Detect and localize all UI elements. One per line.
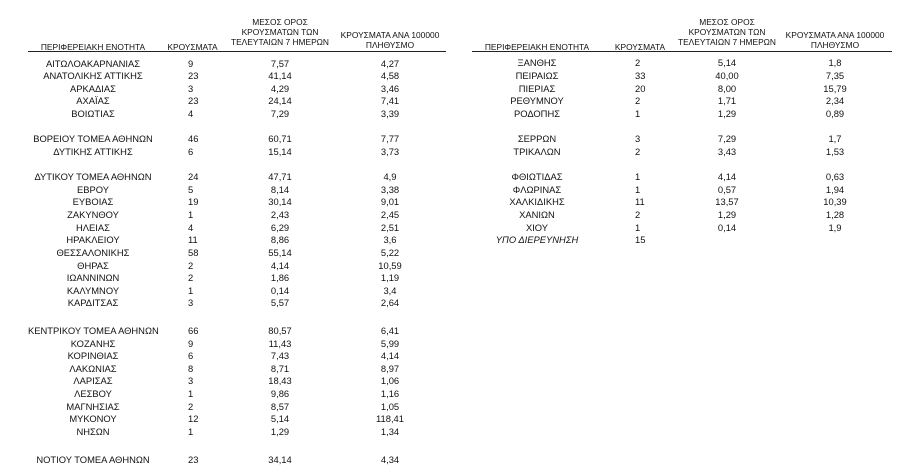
avg7-cell: 7,57: [270, 58, 290, 69]
avg7-cell: 9,86: [270, 388, 290, 399]
avg7-cell: 6,29: [270, 222, 290, 233]
avg7-cell: 4,29: [270, 83, 290, 94]
region-cell: ΑΙΤΩΛΟΑΚΑΡΝΑΝΙΑΣ: [45, 58, 141, 69]
per100k-cell: 3,39: [380, 108, 400, 119]
avg7-cell: 7,29: [270, 108, 290, 119]
region-cell: ΞΑΝΘΗΣ: [517, 57, 557, 68]
region-cell: ΕΥΒΟΙΑΣ: [72, 196, 114, 207]
per100k-cell: 4,9: [383, 171, 397, 182]
avg7-cell: 8,57: [270, 401, 290, 412]
per100k-cell: 0,89: [825, 108, 845, 119]
avg7-cell: 8,00: [717, 83, 737, 94]
avg7-cell: 4,14: [717, 171, 737, 182]
avg7-cell: 60,71: [268, 133, 292, 144]
avg7-cell: 41,14: [268, 70, 292, 81]
region-cell: ΝΟΤΙΟΥ ΤΟΜΕΑ ΑΘΗΝΩΝ: [36, 454, 150, 465]
avg7-cell: 0,14: [717, 222, 737, 233]
region-cell: ΒΟΙΩΤΙΑΣ: [71, 108, 115, 119]
cases-cell: 2: [188, 401, 194, 412]
per100k-cell: 1,06: [380, 375, 400, 386]
avg7-cell: 34,14: [268, 454, 292, 465]
avg7-cell: 1,86: [270, 272, 290, 283]
per100k-cell: 1,16: [380, 388, 400, 399]
per100k-cell: 2,64: [380, 297, 400, 308]
cases-cell: 2: [635, 146, 641, 157]
cases-cell: 3: [188, 83, 194, 94]
per100k-cell: 1,19: [380, 272, 400, 283]
avg7-cell: 8,71: [270, 363, 290, 374]
avg7-cell: 8,86: [270, 234, 290, 245]
right-header-avg: [672, 17, 782, 47]
cases-cell: 20: [635, 83, 646, 94]
per100k-cell: 9,01: [380, 196, 400, 207]
per100k-cell: 5,99: [380, 338, 400, 349]
per100k-cell: 1,28: [825, 209, 845, 220]
cases-cell: 6: [188, 350, 194, 361]
avg7-cell: 24,14: [268, 95, 292, 106]
cases-cell: 2: [188, 260, 194, 271]
region-cell: ΚΟΡΙΝΘΙΑΣ: [67, 350, 119, 361]
region-cell: ΜΥΚΟΝΟΥ: [69, 413, 117, 424]
right-header-region: ΠΕΡΙΦΕΡΕΙΑΚΗ ΕΝΟΤΗΤΑ: [484, 42, 590, 52]
per100k-cell: 2,45: [380, 209, 400, 220]
avg7-cell: 30,14: [268, 196, 292, 207]
cases-cell: 2: [635, 209, 641, 220]
cases-cell: 11: [635, 196, 645, 207]
region-cell: ΡΕΘΥΜΝΟΥ: [510, 95, 564, 106]
left-header-cases: ΚΡΟΥΣΜΑΤΑ: [167, 42, 218, 52]
per100k-cell: 3,6: [383, 234, 397, 245]
left-header-rule: [28, 51, 446, 52]
cases-cell: 23: [188, 70, 199, 81]
region-cell: ΑΧΑΪΑΣ: [76, 95, 110, 106]
left-header-avg-line3: ΤΕΛΕΥΤΑΙΩΝ 7 ΗΜΕΡΩΝ: [230, 37, 329, 47]
per100k-cell: 0,63: [825, 171, 845, 182]
right-header-per100k-line1: ΚΡΟΥΣΜΑΤΑ ΑΝΑ 100000: [785, 30, 885, 40]
region-cell: ΠΕΙΡΑΙΩΣ: [515, 70, 559, 81]
right-header-avg-line2: ΚΡΟΥΣΜΑΤΩΝ ΤΩΝ: [688, 27, 766, 37]
per100k-cell: 7,41: [380, 95, 400, 106]
region-cell: ΚΑΡΔΙΤΣΑΣ: [67, 297, 119, 308]
cases-cell: 46: [188, 133, 199, 144]
region-cell: ΜΑΓΝΗΣΙΑΣ: [66, 401, 120, 412]
region-cell: ΛΑΡΙΣΑΣ: [73, 375, 113, 386]
cases-cell: 3: [188, 297, 194, 308]
left-header-avg: [225, 17, 335, 47]
cases-cell: 2: [635, 57, 641, 68]
per100k-cell: 1,34: [380, 426, 400, 437]
per100k-cell: 4,58: [380, 70, 400, 81]
avg7-cell: 1,29: [717, 108, 737, 119]
region-cell: ΤΡΙΚΑΛΩΝ: [513, 146, 561, 157]
region-cell: ΔΥΤΙΚΟΥ ΤΟΜΕΑ ΑΘΗΝΩΝ: [34, 171, 152, 182]
avg7-cell: 55,14: [268, 247, 292, 258]
avg7-cell: 7,43: [270, 350, 290, 361]
region-cell: ΧΙΟΥ: [525, 222, 549, 233]
cases-cell: 12: [188, 413, 199, 424]
per100k-cell: 1,05: [380, 401, 400, 412]
avg7-cell: 8,14: [270, 184, 290, 195]
region-cell: ΗΛΕΙΑΣ: [76, 222, 110, 233]
cases-cell: 24: [188, 171, 199, 182]
cases-cell: 2: [188, 272, 194, 283]
cases-cell: 1: [635, 184, 641, 195]
cases-cell: 9: [188, 338, 194, 349]
avg7-cell: 2,43: [270, 209, 290, 220]
cases-cell: 58: [188, 247, 199, 258]
cases-cell: 3: [188, 375, 194, 386]
cases-cell: 1: [188, 426, 194, 437]
per100k-cell: 1,8: [828, 57, 842, 68]
avg7-cell: 11,43: [268, 338, 292, 349]
region-cell: ΡΟΔΟΠΗΣ: [513, 108, 561, 119]
region-cell: ΥΠΟ ΔΙΕΡΕΥΝΗΣΗ: [495, 234, 579, 245]
cases-cell: 8: [188, 363, 194, 374]
cases-cell: 6: [188, 146, 194, 157]
cases-cell: 23: [188, 95, 199, 106]
cases-cell: 1: [188, 285, 194, 296]
avg7-cell: 1,29: [717, 209, 737, 220]
avg7-cell: 18,43: [268, 375, 292, 386]
cases-cell: 1: [635, 108, 641, 119]
region-cell: ΑΝΑΤΟΛΙΚΗΣ ΑΤΤΙΚΗΣ: [43, 70, 143, 81]
left-header-region: ΠΕΡΙΦΕΡΕΙΑΚΗ ΕΝΟΤΗΤΑ: [40, 42, 146, 52]
right-header-rule: [472, 51, 892, 52]
region-cell: ΑΡΚΑΔΙΑΣ: [70, 83, 116, 94]
avg7-cell: 0,14: [270, 285, 290, 296]
avg7-cell: 1,71: [717, 95, 737, 106]
region-cell: ΙΩΑΝΝΙΝΩΝ: [66, 272, 120, 283]
avg7-cell: 7,29: [717, 133, 737, 144]
left-header-per100k-line2: ΠΛΗΘΥΣΜΟ: [365, 40, 415, 50]
avg7-cell: 4,14: [270, 260, 290, 271]
region-cell: ΗΡΑΚΛΕΙΟΥ: [66, 234, 120, 245]
per100k-cell: 6,41: [380, 325, 400, 336]
per100k-cell: 3,4: [383, 285, 397, 296]
right-header-cases: ΚΡΟΥΣΜΑΤΑ: [614, 42, 666, 52]
cases-cell: 1: [188, 209, 194, 220]
region-cell: ΠΙΕΡΙΑΣ: [518, 83, 556, 94]
per100k-cell: 118,41: [376, 413, 404, 424]
region-cell: ΘΕΣΣΑΛΟΝΙΚΗΣ: [56, 247, 130, 258]
cases-cell: 3: [635, 133, 641, 144]
cases-cell: 4: [188, 108, 194, 119]
region-cell: ΧΑΛΚΙΔΙΚΗΣ: [509, 196, 565, 207]
region-cell: ΚΟΖΑΝΗΣ: [70, 338, 116, 349]
per100k-cell: 1,94: [825, 184, 845, 195]
cases-cell: 1: [635, 222, 641, 233]
region-cell: ΚΕΝΤΡΙΚΟΥ ΤΟΜΕΑ ΑΘΗΝΩΝ: [28, 325, 159, 336]
region-cell: ΦΘΙΩΤΙΔΑΣ: [511, 171, 563, 182]
region-cell: ΣΕΡΡΩΝ: [517, 133, 557, 144]
per100k-cell: 3,38: [380, 184, 400, 195]
per100k-cell: 4,34: [380, 454, 400, 465]
cases-cell: 66: [188, 325, 199, 336]
left-header-per100k-line1: ΚΡΟΥΣΜΑΤΑ ΑΝΑ 100000: [340, 30, 440, 40]
avg7-cell: 5,14: [270, 413, 290, 424]
right-header-per100k-line2: ΠΛΗΘΥΣΜΟ: [810, 40, 860, 50]
cases-cell: 1: [635, 171, 641, 182]
region-cell: ΛΑΚΩΝΙΑΣ: [69, 363, 117, 374]
cases-cell: 15: [635, 234, 646, 245]
right-header-per100k: [780, 30, 890, 50]
cases-cell: 9: [188, 58, 194, 69]
avg7-cell: 5,14: [717, 57, 737, 68]
region-cell: ΒΟΡΕΙΟΥ ΤΟΜΕΑ ΑΘΗΝΩΝ: [33, 133, 153, 144]
cases-cell: 11: [188, 234, 198, 245]
cases-cell: 33: [635, 70, 646, 81]
per100k-cell: 10,39: [823, 196, 847, 207]
cases-cell: 1: [188, 388, 194, 399]
region-cell: ΧΑΝΙΩΝ: [519, 209, 555, 220]
avg7-cell: 0,57: [717, 184, 737, 195]
avg7-cell: 1,29: [270, 426, 290, 437]
per100k-cell: 1,7: [828, 133, 842, 144]
avg7-cell: 80,57: [268, 325, 292, 336]
per100k-cell: 2,34: [825, 95, 845, 106]
per100k-cell: 7,77: [380, 133, 400, 144]
avg7-cell: 3,43: [717, 146, 737, 157]
per100k-cell: 3,73: [380, 146, 400, 157]
avg7-cell: 47,71: [268, 171, 292, 182]
avg7-cell: 13,57: [715, 196, 739, 207]
per100k-cell: 2,51: [380, 222, 400, 233]
left-header-per100k: [335, 30, 445, 50]
right-header-avg-line1: ΜΕΣΟΣ ΟΡΟΣ: [699, 17, 755, 27]
cases-cell: 23: [188, 454, 199, 465]
cases-cell: 5: [188, 184, 194, 195]
per100k-cell: 8,97: [380, 363, 400, 374]
left-header-avg-line1: ΜΕΣΟΣ ΟΡΟΣ: [252, 17, 308, 27]
cases-cell: 19: [188, 196, 199, 207]
cases-cell: 2: [635, 95, 641, 106]
avg7-cell: 40,00: [715, 70, 739, 81]
avg7-cell: 5,57: [270, 297, 290, 308]
per100k-cell: 10,59: [378, 260, 402, 271]
region-cell: ΔΥΤΙΚΗΣ ΑΤΤΙΚΗΣ: [53, 146, 133, 157]
left-header-avg-line2: ΚΡΟΥΣΜΑΤΩΝ ΤΩΝ: [241, 27, 319, 37]
region-cell: ΝΗΣΩΝ: [76, 426, 110, 437]
per100k-cell: 3,46: [380, 83, 400, 94]
right-header-avg-line3: ΤΕΛΕΥΤΑΙΩΝ 7 ΗΜΕΡΩΝ: [677, 37, 776, 47]
avg7-cell: 15,14: [268, 146, 292, 157]
region-cell: ΚΑΛΥΜΝΟΥ: [66, 285, 120, 296]
region-cell: ΦΛΩΡΙΝΑΣ: [512, 184, 562, 195]
per100k-cell: 1,9: [828, 222, 842, 233]
per100k-cell: 15,79: [823, 83, 847, 94]
per100k-cell: 5,22: [380, 247, 400, 258]
per100k-cell: 1,53: [825, 146, 845, 157]
per100k-cell: 4,27: [380, 58, 400, 69]
region-cell: ΖΑΚΥΝΘΟΥ: [67, 209, 119, 220]
region-cell: ΕΒΡΟΥ: [76, 184, 109, 195]
per100k-cell: 7,35: [825, 70, 845, 81]
region-cell: ΛΕΣΒΟΥ: [74, 388, 112, 399]
per100k-cell: 4,14: [380, 350, 400, 361]
region-cell: ΘΗΡΑΣ: [77, 260, 109, 271]
cases-cell: 4: [188, 222, 194, 233]
